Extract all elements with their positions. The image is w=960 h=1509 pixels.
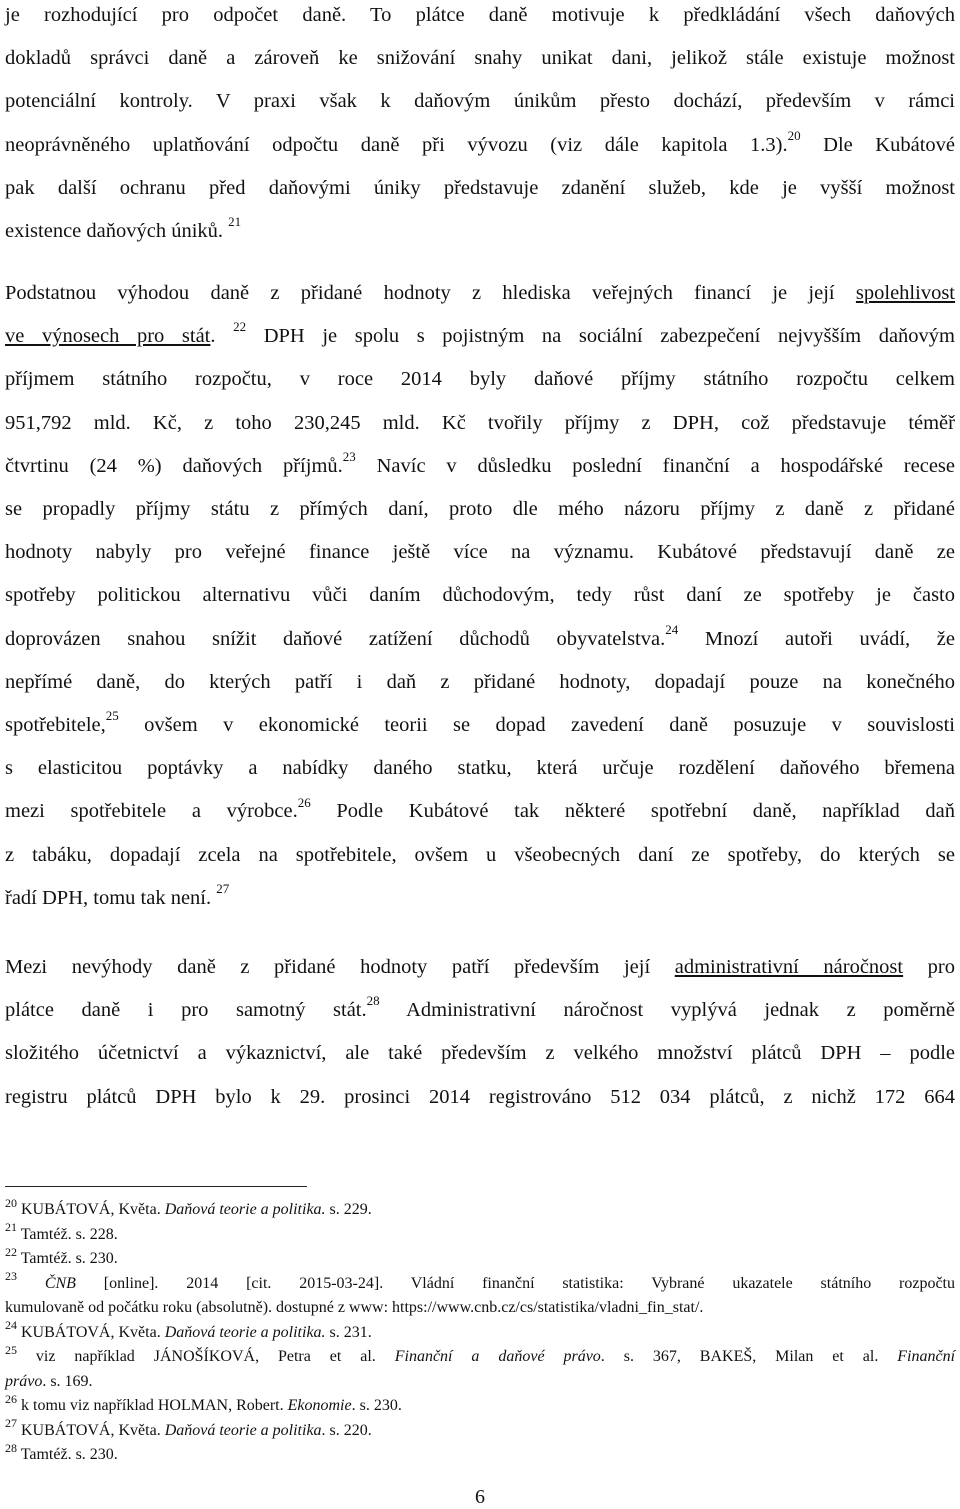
footnote-title: Finanční a daňové právo xyxy=(394,1348,601,1365)
text-line xyxy=(5,989,955,1032)
footnote-item xyxy=(5,1244,955,1272)
text-span: řadí DPH, tomu tak není. xyxy=(5,886,212,909)
footnote-number: 25 xyxy=(5,1342,17,1357)
text-line: potenciální kontroly. V praxi však k daňovým únikům přesto dochází, především v rámci xyxy=(5,90,955,113)
footnote-number: 28 xyxy=(5,1440,17,1455)
text-line: z tabáku, dopadají zcela na spotřebitele, ovšem u všeobecných daní ze spotřeby, do kterých se xyxy=(5,843,955,866)
text-span: spotřebitele, xyxy=(5,714,106,737)
footnote-ref[interactable]: 22 xyxy=(233,319,247,335)
footnote-item xyxy=(5,1391,955,1419)
text-line: je rozhodující pro odpočet daně. To plátce daně motivuje k předkládání všech daňových xyxy=(5,4,955,26)
text-line xyxy=(5,790,955,833)
footnote-text: KUBÁTOVÁ, Květa. xyxy=(17,1421,165,1439)
footnote-number: 24 xyxy=(5,1318,17,1333)
paragraph-3 xyxy=(5,946,955,1119)
footnote-text: KUBÁTOVÁ, Květa. xyxy=(17,1201,165,1218)
footnote-item xyxy=(5,1440,955,1468)
footnote-number: 27 xyxy=(5,1416,17,1431)
text-span: Podle Kubátové tak některé spotřební daně, například daň xyxy=(310,800,955,823)
footnote-title: Daňová teorie a politika. xyxy=(164,1323,326,1341)
text-line: pak další ochranu před daňovými úniky představuje zdanění služeb, kde je vyšší možnost xyxy=(5,176,955,199)
text-span: čtvrtinu (24 %) daňových příjmů. xyxy=(5,454,343,477)
text-line xyxy=(5,124,955,167)
footnote-text: KUBÁTOVÁ, Květa. xyxy=(17,1323,165,1341)
footnote-text: Tamtéž. s. 230. xyxy=(17,1446,118,1463)
footnote-ref[interactable]: 24 xyxy=(665,621,679,637)
footnote-item xyxy=(5,1269,955,1321)
footnote-ref[interactable]: 23 xyxy=(342,448,356,464)
text-span: doprovázen snahou snížit daňové zatížení důchodů obyvatelstva. xyxy=(5,627,666,650)
footnote-number: 26 xyxy=(5,1391,17,1406)
footnote-ref[interactable]: 26 xyxy=(297,794,311,810)
text-line: registru plátců DPH bylo k 29. prosinci 2014 registrováno 512 034 plátců, z nichž 172 664 xyxy=(5,1085,955,1108)
footnote-text: k tomu viz například HOLMAN, Robert. xyxy=(17,1397,288,1414)
text-line xyxy=(5,272,955,315)
footnote-number: 21 xyxy=(5,1220,17,1235)
footnote-text xyxy=(17,1275,45,1292)
paragraph-2 xyxy=(5,272,955,920)
footnote-item xyxy=(5,1220,955,1248)
footnote-text: kumulovaně od počátku roku (absolutně). dostupné z www: https://www.cnb.cz/cs/statistika/vladni_fin_stat/. xyxy=(5,1299,704,1316)
text-line xyxy=(5,618,955,661)
footnote-separator xyxy=(5,1186,307,1187)
text-span: . xyxy=(210,325,234,348)
footnote-text: [online]. 2014 [cit. 2015-03-24]. Vládní finanční statistika: Vybrané ukazatele státního rozpočtu xyxy=(75,1274,955,1292)
footnote-text: Tamtéž. s. 230. xyxy=(17,1250,118,1267)
text-span: Mezi nevýhody daně z přidané hodnoty patří především její xyxy=(5,956,675,978)
footnote-item xyxy=(5,1342,956,1394)
text-span: DPH je spolu s pojistným na sociální zabezpečení nejvyšším daňovým xyxy=(246,325,956,348)
text-line xyxy=(5,704,955,747)
footnote-number: 22 xyxy=(5,1244,17,1259)
page-number: 6 xyxy=(475,1486,485,1508)
text-line xyxy=(5,315,955,358)
footnote-title: Daňová teorie a politika. xyxy=(164,1201,326,1218)
footnote-item xyxy=(5,1416,955,1444)
text-span: pro xyxy=(903,956,956,978)
paragraph-1 xyxy=(5,0,955,253)
footnote-text: . s. 169. xyxy=(42,1372,93,1390)
footnote-ref[interactable]: 28 xyxy=(366,993,380,1009)
text-span: ovšem v ekonomické teorii se dopad zavedení daně posuzuje v souvislosti xyxy=(118,714,955,737)
underlined-text: administrativní náročnost xyxy=(674,956,904,978)
text-line xyxy=(5,877,955,920)
text-span: Administrativní náročnost vyplývá jednak z poměrně xyxy=(379,999,956,1022)
footnote-ref[interactable]: 20 xyxy=(787,127,801,143)
footnotes xyxy=(5,1195,956,1468)
footnote-title: Ekonomie xyxy=(287,1397,352,1414)
text-span: Navíc v důsledku poslední finanční a hospodářské recese xyxy=(355,454,955,477)
text-line xyxy=(5,946,955,989)
footnote-ref[interactable]: 27 xyxy=(216,881,230,897)
footnote-number: 20 xyxy=(5,1195,17,1210)
footnote-number: 23 xyxy=(5,1269,17,1284)
underlined-text: spolehlivost xyxy=(855,282,955,304)
text-span: Mnozí autoři uvádí, že xyxy=(678,627,955,650)
text-line: s elasticitou poptávky a nabídky daného statku, která určuje rozdělení daňového břemena xyxy=(5,757,955,780)
footnote-text: s. 229. xyxy=(325,1201,372,1218)
underlined-text: ve výnosech pro stát xyxy=(5,325,211,348)
footnote-text: . s. 367, BAKEŠ, Milan et al. xyxy=(600,1348,898,1365)
text-line: složitého účetnictví a výkaznictví, ale také především z velkého množství plátců DPH – podle xyxy=(5,1042,955,1065)
footnote-item xyxy=(5,1318,955,1346)
text-line: příjmem státního rozpočtu, v roce 2014 byly daňové příjmy státního rozpočtu celkem xyxy=(5,368,955,391)
text-line: nepřímé daně, do kterých patří i daň z přidané hodnoty, dopadají pouze na konečného xyxy=(5,670,955,693)
footnote-item xyxy=(5,1195,955,1223)
footnote-title: ČNB xyxy=(44,1274,76,1292)
footnote-title: právo xyxy=(5,1372,43,1390)
footnote-ref[interactable]: 25 xyxy=(105,708,119,724)
text-span: neoprávněného uplatňování odpočtu daně při vývozu (viz dále kapitola 1.3). xyxy=(5,133,788,156)
text-line xyxy=(5,210,955,253)
footnote-text: . s. 220. xyxy=(321,1421,372,1439)
footnote-text: Tamtéž. s. 228. xyxy=(17,1225,118,1243)
text-line: hodnoty nabyly pro veřejné finance ještě více na významu. Kubátové představují daně ze xyxy=(5,541,955,564)
footnote-ref[interactable]: 21 xyxy=(228,214,242,230)
text-span: Dle Kubátové xyxy=(800,133,956,156)
text-line: se propadly příjmy státu z přímých daní, proto dle mého názoru příjmy z daně z přidané xyxy=(5,498,955,521)
text-span: plátce daně i pro samotný stát. xyxy=(5,999,367,1022)
footnote-text: . s. 230. xyxy=(351,1397,402,1414)
text-span: existence daňových úniků. xyxy=(5,220,224,243)
footnote-text: viz například JÁNOŠÍKOVÁ, Petra et al. xyxy=(17,1348,395,1365)
text-line: spotřeby politickou alternativu vůči daním důchodovým, tedy růst daní ze spotřeby je často xyxy=(5,584,955,607)
text-span: Podstatnou výhodou daně z přidané hodnoty z hlediska veřejných financí je její xyxy=(5,282,856,304)
text-line: dokladů správci daně a zároveň ke snižování snahy unikat dani, jelikož stále existuje možnost xyxy=(5,47,955,70)
text-line xyxy=(5,445,955,488)
text-line: 951,792 mld. Kč, z toho 230,245 mld. Kč tvořily příjmy z DPH, což představuje téměř xyxy=(5,411,955,434)
text-span: mezi spotřebitele a výrobce. xyxy=(5,800,298,823)
footnote-title: Finanční xyxy=(897,1348,956,1365)
footnote-title: Daňová teorie a politika xyxy=(164,1421,322,1439)
footnote-text: s. 231. xyxy=(325,1323,372,1341)
